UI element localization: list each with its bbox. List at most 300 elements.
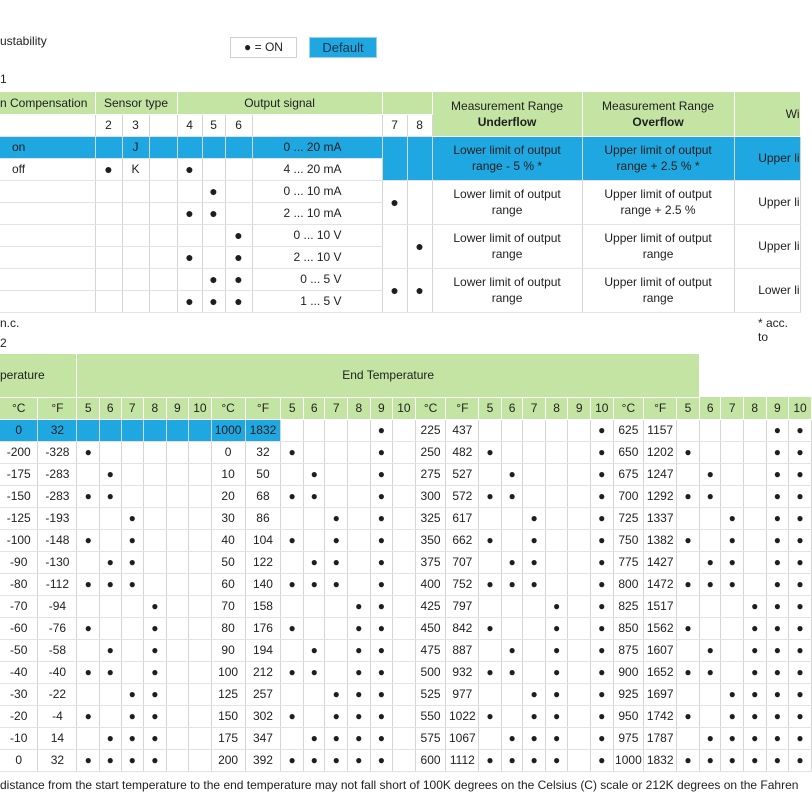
switch-5-cell xyxy=(677,463,700,485)
switch-6-cell xyxy=(99,441,121,463)
switch-9-cell xyxy=(568,595,591,617)
switch-9-cell xyxy=(166,573,189,595)
switch-7-cell: ● xyxy=(325,749,348,771)
compensation-cell xyxy=(0,224,95,246)
temperature-row[interactable] xyxy=(0,551,812,573)
switch-5-cell: ● xyxy=(77,573,100,595)
switch-6-cell xyxy=(225,202,252,224)
bottom-footnote: distance from the start temperature to the end temperature may not fall short of 100K degrees on the Celsius (C) scale or 212K degrees on the Fahren xyxy=(0,778,799,792)
end-celsius-cell: 875 xyxy=(613,639,644,661)
switch-2-cell xyxy=(95,246,122,268)
switch-8-cell: ● xyxy=(348,595,371,617)
switch-3-cell xyxy=(122,290,149,312)
switch-7-cell: ● xyxy=(325,551,348,573)
switch-9-cell: ● xyxy=(766,551,789,573)
switch-9-cell xyxy=(166,551,189,573)
temperature-row[interactable] xyxy=(0,463,812,485)
switch-2-cell: ● xyxy=(95,158,122,180)
switch-10-header: 10 xyxy=(590,397,613,419)
switch-9-cell xyxy=(568,507,591,529)
switch-7-cell: ● xyxy=(721,727,744,749)
end-fahrenheit-cell: 1742 xyxy=(644,705,677,727)
switch-5-cell: ● xyxy=(281,617,304,639)
switch-4-cell: ● xyxy=(177,202,202,224)
switch-8-cell xyxy=(144,419,167,441)
end-celsius-cell: 500 xyxy=(415,661,446,683)
temperature-row[interactable] xyxy=(0,507,812,529)
switch-9-cell xyxy=(568,705,591,727)
switch-5-cell: ● xyxy=(281,441,304,463)
switch-4-cell xyxy=(177,268,202,290)
switch-6-cell: ● xyxy=(501,463,523,485)
switch-7-cell xyxy=(721,661,744,683)
switch-7-cell xyxy=(121,485,144,507)
switch-6-cell xyxy=(501,507,523,529)
end-fahrenheit-cell: 212 xyxy=(245,661,281,683)
switch-3-cell: K xyxy=(122,158,149,180)
start-fahrenheit-cell: -148 xyxy=(38,529,77,551)
switch-10-cell: ● xyxy=(789,595,812,617)
switch-10-cell xyxy=(393,441,416,463)
overflow-line2: Overflow xyxy=(632,114,684,129)
switch-5-cell xyxy=(202,224,225,246)
switch-5-cell xyxy=(202,136,225,158)
start-celsius-cell: -80 xyxy=(0,573,38,595)
switch-5-cell xyxy=(479,419,502,441)
switch-6-cell: ● xyxy=(99,749,121,771)
end-fahrenheit-cell: 572 xyxy=(446,485,479,507)
switch-2-cell xyxy=(95,136,122,158)
start-fahrenheit-cell: -22 xyxy=(38,683,77,705)
switch-5-cell xyxy=(479,463,502,485)
switch-8-cell: ● xyxy=(407,268,432,312)
signal-cell: 1 ... 5 V xyxy=(252,290,382,312)
end-fahrenheit-cell: 1157 xyxy=(644,419,677,441)
switch-7-cell: ● xyxy=(523,573,546,595)
switch-7-cell: ● xyxy=(721,749,744,771)
switch-6-cell xyxy=(699,617,721,639)
switch-7-cell xyxy=(523,441,546,463)
switch-5-cell xyxy=(281,463,304,485)
end-fahrenheit-cell: 1067 xyxy=(446,727,479,749)
col-start-temperature: perature xyxy=(0,354,77,397)
switch-8-cell xyxy=(744,507,767,529)
switch-5-cell: ● xyxy=(479,529,502,551)
switch-5-cell: ● xyxy=(677,705,700,727)
switch-5-header: 5 xyxy=(281,397,304,419)
switch-9-cell xyxy=(568,683,591,705)
temperature-row[interactable] xyxy=(0,595,812,617)
switch-9-cell: ● xyxy=(370,683,393,705)
switch-8-cell: ● xyxy=(144,727,167,749)
end-celsius-cell: 0 xyxy=(211,441,245,463)
switch-7-header: 7 xyxy=(721,397,744,419)
switch-5-cell: ● xyxy=(479,661,502,683)
switch-8-cell: ● xyxy=(348,617,371,639)
switch-2-cell xyxy=(95,268,122,290)
legend-on: ● = ON xyxy=(230,37,297,58)
switch-6-cell: ● xyxy=(303,573,325,595)
switch-10-cell xyxy=(393,573,416,595)
start-celsius-cell: 0 xyxy=(0,749,38,771)
sw-blank xyxy=(149,202,177,224)
switch-8-cell: ● xyxy=(144,661,167,683)
sw-blank xyxy=(0,114,95,136)
switch-10-cell: ● xyxy=(590,419,613,441)
switch-9-cell: ● xyxy=(766,639,789,661)
switch-8-cell: ● xyxy=(545,727,568,749)
switch-8-cell xyxy=(744,573,767,595)
end-fahrenheit-cell: 347 xyxy=(245,727,281,749)
end-celsius-cell: 350 xyxy=(415,529,446,551)
switch-5-cell xyxy=(479,639,502,661)
switch-10-cell xyxy=(189,639,212,661)
switch-3-cell xyxy=(122,202,149,224)
switch-5-header: 5 xyxy=(677,397,700,419)
start-celsius-cell: -30 xyxy=(0,683,38,705)
col-sensor-type: Sensor type xyxy=(95,92,177,114)
switch-9-cell xyxy=(568,617,591,639)
switch-6-cell xyxy=(501,529,523,551)
output-config-table xyxy=(0,92,801,313)
switch-8-cell xyxy=(545,573,568,595)
switch-9-cell: ● xyxy=(370,617,393,639)
temperature-row[interactable] xyxy=(0,727,812,749)
end-fahrenheit-cell: 194 xyxy=(245,639,281,661)
temperature-row[interactable] xyxy=(0,683,812,705)
switch-10-cell: ● xyxy=(789,639,812,661)
switch-10-cell xyxy=(189,661,212,683)
switch-9-cell xyxy=(166,463,189,485)
switch-8-cell: ● xyxy=(545,683,568,705)
end-celsius-cell: 550 xyxy=(415,705,446,727)
end-fahrenheit-cell: 1697 xyxy=(644,683,677,705)
switch-6-cell: ● xyxy=(99,485,121,507)
switch-7-cell xyxy=(523,661,546,683)
switch-9-cell: ● xyxy=(370,573,393,595)
switch-10-cell: ● xyxy=(590,705,613,727)
end-celsius-cell: 625 xyxy=(613,419,644,441)
end-celsius-cell: 225 xyxy=(415,419,446,441)
switch-2-cell xyxy=(95,202,122,224)
switch-7-cell xyxy=(121,639,144,661)
switch-8-cell: ● xyxy=(744,749,767,771)
switch-9-cell: ● xyxy=(370,551,393,573)
switch-5-cell xyxy=(77,419,100,441)
switch-8-cell xyxy=(144,529,167,551)
switch-5-cell: ● xyxy=(677,529,700,551)
end-fahrenheit-cell: 1472 xyxy=(644,573,677,595)
default-button[interactable]: Default xyxy=(309,37,377,58)
underflow-cell: Lower limit of output range xyxy=(432,268,582,312)
switch-7-cell xyxy=(121,419,144,441)
switch-6-cell xyxy=(225,158,252,180)
output-row[interactable] xyxy=(0,180,800,202)
switch-6-cell: ● xyxy=(501,639,523,661)
switch-6-cell xyxy=(99,683,121,705)
temperature-row[interactable] xyxy=(0,705,812,727)
temperature-row[interactable] xyxy=(0,441,812,463)
end-celsius-cell: 400 xyxy=(415,573,446,595)
switch-8-cell xyxy=(744,463,767,485)
switch-5-cell: ● xyxy=(677,573,700,595)
switch-10-cell: ● xyxy=(590,639,613,661)
switch-9-cell: ● xyxy=(370,749,393,771)
section-1-label: 1 xyxy=(0,72,7,86)
switch-5-cell: ● xyxy=(77,529,100,551)
end-fahrenheit-cell: 32 xyxy=(245,441,281,463)
section-2-label: 2 xyxy=(0,336,7,350)
switch-8-header: 8 xyxy=(348,397,371,419)
signal-cell: 0 ... 10 V xyxy=(252,224,382,246)
switch-9-cell xyxy=(166,705,189,727)
switch-9-cell xyxy=(568,749,591,771)
end-fahrenheit-cell: 932 xyxy=(446,661,479,683)
end-celsius-cell: 925 xyxy=(613,683,644,705)
switch-5-cell xyxy=(479,683,502,705)
switch-10-cell xyxy=(393,705,416,727)
switch-6-cell: ● xyxy=(699,749,721,771)
col-celsius: °C xyxy=(613,397,644,419)
switch-7-cell xyxy=(121,441,144,463)
switch-8-cell: ● xyxy=(545,749,568,771)
switch-9-cell: ● xyxy=(370,727,393,749)
output-row[interactable] xyxy=(0,224,800,246)
end-celsius-cell: 950 xyxy=(613,705,644,727)
switch-5-cell xyxy=(281,727,304,749)
switch-9-cell: ● xyxy=(370,485,393,507)
temperature-row[interactable] xyxy=(0,617,812,639)
temperature-row[interactable] xyxy=(0,419,812,441)
switch-8-cell xyxy=(407,180,432,224)
end-celsius-cell: 200 xyxy=(211,749,245,771)
end-celsius-cell: 975 xyxy=(613,727,644,749)
end-celsius-cell: 100 xyxy=(211,661,245,683)
end-celsius-cell: 475 xyxy=(415,639,446,661)
switch-9-cell xyxy=(568,661,591,683)
switch-10-cell: ● xyxy=(590,683,613,705)
switch-8-cell xyxy=(744,485,767,507)
temperature-row[interactable] xyxy=(0,639,812,661)
switch-5-cell: ● xyxy=(281,749,304,771)
end-celsius-cell: 50 xyxy=(211,551,245,573)
switch-9-cell: ● xyxy=(766,507,789,529)
switch-5-cell: ● xyxy=(77,749,100,771)
switch-8-cell xyxy=(545,507,568,529)
switch-8-cell: ● xyxy=(545,595,568,617)
end-celsius-cell: 70 xyxy=(211,595,245,617)
switch-9-cell: ● xyxy=(370,595,393,617)
switch-8-header: 8 xyxy=(407,114,432,136)
switch-7-cell xyxy=(325,617,348,639)
switch-10-cell xyxy=(189,485,212,507)
switch-4-cell: ● xyxy=(177,290,202,312)
switch-6-cell xyxy=(501,595,523,617)
temperature-row[interactable] xyxy=(0,749,812,771)
switch-7-cell: ● xyxy=(121,749,144,771)
end-celsius-cell: 800 xyxy=(613,573,644,595)
switch-9-cell: ● xyxy=(766,749,789,771)
end-fahrenheit-cell: 140 xyxy=(245,573,281,595)
switch-8-cell xyxy=(144,551,167,573)
switch-7-cell: ● xyxy=(325,705,348,727)
sw-blank xyxy=(149,136,177,158)
end-celsius-cell: 750 xyxy=(613,529,644,551)
switch-7-header: 7 xyxy=(523,397,546,419)
switch-7-cell: ● xyxy=(721,529,744,551)
switch-10-cell: ● xyxy=(789,529,812,551)
switch-9-header: 9 xyxy=(766,397,789,419)
switch-6-cell xyxy=(99,419,121,441)
switch-8-cell xyxy=(545,485,568,507)
temperature-row[interactable] xyxy=(0,529,812,551)
start-fahrenheit-cell: -328 xyxy=(38,441,77,463)
switch-6-cell xyxy=(303,419,325,441)
switch-10-header: 10 xyxy=(789,397,812,419)
switch-9-cell: ● xyxy=(766,573,789,595)
switch-5-cell xyxy=(479,727,502,749)
switch-6-cell: ● xyxy=(501,551,523,573)
switch-10-cell xyxy=(393,551,416,573)
switch-8-cell: ● xyxy=(348,661,371,683)
switch-10-cell xyxy=(189,573,212,595)
switch-10-cell: ● xyxy=(789,485,812,507)
switch-3-cell: J xyxy=(122,136,149,158)
start-fahrenheit-cell: -40 xyxy=(38,661,77,683)
switch-4-cell: ● xyxy=(177,246,202,268)
switch-8-cell xyxy=(348,419,371,441)
switch-6-cell xyxy=(501,419,523,441)
switch-6-cell: ● xyxy=(501,661,523,683)
switch-6-cell xyxy=(99,529,121,551)
switch-5-cell xyxy=(677,683,700,705)
switch-6-cell: ● xyxy=(225,268,252,290)
start-celsius-cell: -125 xyxy=(0,507,38,529)
switch-5-cell xyxy=(281,683,304,705)
switch-7-cell: ● xyxy=(523,683,546,705)
switch-5-cell xyxy=(77,595,100,617)
end-fahrenheit-cell: 662 xyxy=(446,529,479,551)
end-celsius-cell: 275 xyxy=(415,463,446,485)
switch-6-cell xyxy=(699,595,721,617)
switch-5-cell xyxy=(677,639,700,661)
signal-cell: 2 ... 10 V xyxy=(252,246,382,268)
end-fahrenheit-cell: 797 xyxy=(446,595,479,617)
col-wire: Wi xyxy=(734,92,800,136)
end-celsius-cell: 60 xyxy=(211,573,245,595)
switch-7-cell: ● xyxy=(382,268,407,312)
switch-10-cell xyxy=(189,705,212,727)
switch-5-cell: ● xyxy=(479,573,502,595)
switch-9-cell xyxy=(568,573,591,595)
switch-6-cell: ● xyxy=(225,224,252,246)
end-fahrenheit-cell: 527 xyxy=(446,463,479,485)
start-fahrenheit-cell: -58 xyxy=(38,639,77,661)
switch-5-cell xyxy=(281,419,304,441)
switch-7-cell: ● xyxy=(721,507,744,529)
output-row[interactable] xyxy=(0,268,800,290)
switch-7-cell xyxy=(325,441,348,463)
switch-10-cell: ● xyxy=(789,419,812,441)
col-fahrenheit: °F xyxy=(245,397,281,419)
switch-10-cell: ● xyxy=(789,441,812,463)
sw-blank xyxy=(149,224,177,246)
switch-6-cell xyxy=(99,617,121,639)
col-underflow xyxy=(432,92,582,136)
switch-5-cell xyxy=(77,507,100,529)
output-row[interactable] xyxy=(0,136,800,158)
switch-6-cell: ● xyxy=(303,551,325,573)
switch-8-cell: ● xyxy=(744,617,767,639)
switch-6-cell: ● xyxy=(699,485,721,507)
switch-10-cell: ● xyxy=(789,749,812,771)
switch-7-cell xyxy=(523,463,546,485)
switch-9-cell xyxy=(166,727,189,749)
end-fahrenheit-cell: 977 xyxy=(446,683,479,705)
switch-9-cell xyxy=(166,507,189,529)
switch-10-cell: ● xyxy=(789,661,812,683)
switch-7-cell xyxy=(721,419,744,441)
start-celsius-cell: 0 xyxy=(0,419,38,441)
switch-9-cell xyxy=(166,595,189,617)
switch-6-cell xyxy=(303,595,325,617)
switch-10-cell xyxy=(393,595,416,617)
switch-8-cell: ● xyxy=(144,705,167,727)
switch-5-cell: ● xyxy=(677,617,700,639)
switch-5-cell xyxy=(479,551,502,573)
temperature-row[interactable] xyxy=(0,661,812,683)
switch-10-cell xyxy=(393,419,416,441)
switch-5-cell xyxy=(77,683,100,705)
switch-6-cell xyxy=(303,617,325,639)
end-fahrenheit-cell: 50 xyxy=(245,463,281,485)
switch-6-cell: ● xyxy=(501,485,523,507)
signal-cell: 2 ... 10 mA xyxy=(252,202,382,224)
switch-7-cell xyxy=(325,639,348,661)
switch-10-cell xyxy=(189,617,212,639)
signal-cell: 0 ... 10 mA xyxy=(252,180,382,202)
switch-8-cell xyxy=(348,485,371,507)
switch-7-cell: ● xyxy=(121,529,144,551)
signal-cell: 0 ... 5 V xyxy=(252,268,382,290)
switch-5-cell: ● xyxy=(281,661,304,683)
switch-6-cell xyxy=(501,441,523,463)
switch-4-cell: ● xyxy=(177,158,202,180)
compensation-cell: on xyxy=(0,136,95,158)
temperature-row[interactable] xyxy=(0,485,812,507)
switch-10-cell: ● xyxy=(590,661,613,683)
end-celsius-cell: 30 xyxy=(211,507,245,529)
switch-8-cell xyxy=(744,529,767,551)
switch-10-cell: ● xyxy=(590,507,613,529)
switch-5-cell: ● xyxy=(479,485,502,507)
switch-10-cell: ● xyxy=(590,595,613,617)
switch-4-cell xyxy=(177,180,202,202)
page-title: ustability xyxy=(0,34,47,48)
switch-9-cell: ● xyxy=(766,529,789,551)
switch-5-cell xyxy=(281,507,304,529)
switch-5-header: 5 xyxy=(479,397,502,419)
underflow-line2: Underflow xyxy=(477,114,537,129)
col-celsius: °C xyxy=(0,397,38,419)
end-celsius-cell: 300 xyxy=(415,485,446,507)
temperature-row[interactable] xyxy=(0,573,812,595)
switch-5-header: 5 xyxy=(77,397,100,419)
switch-9-cell xyxy=(166,617,189,639)
switch-6-cell: ● xyxy=(303,727,325,749)
switch-6-cell: ● xyxy=(501,573,523,595)
start-celsius-cell: -90 xyxy=(0,551,38,573)
